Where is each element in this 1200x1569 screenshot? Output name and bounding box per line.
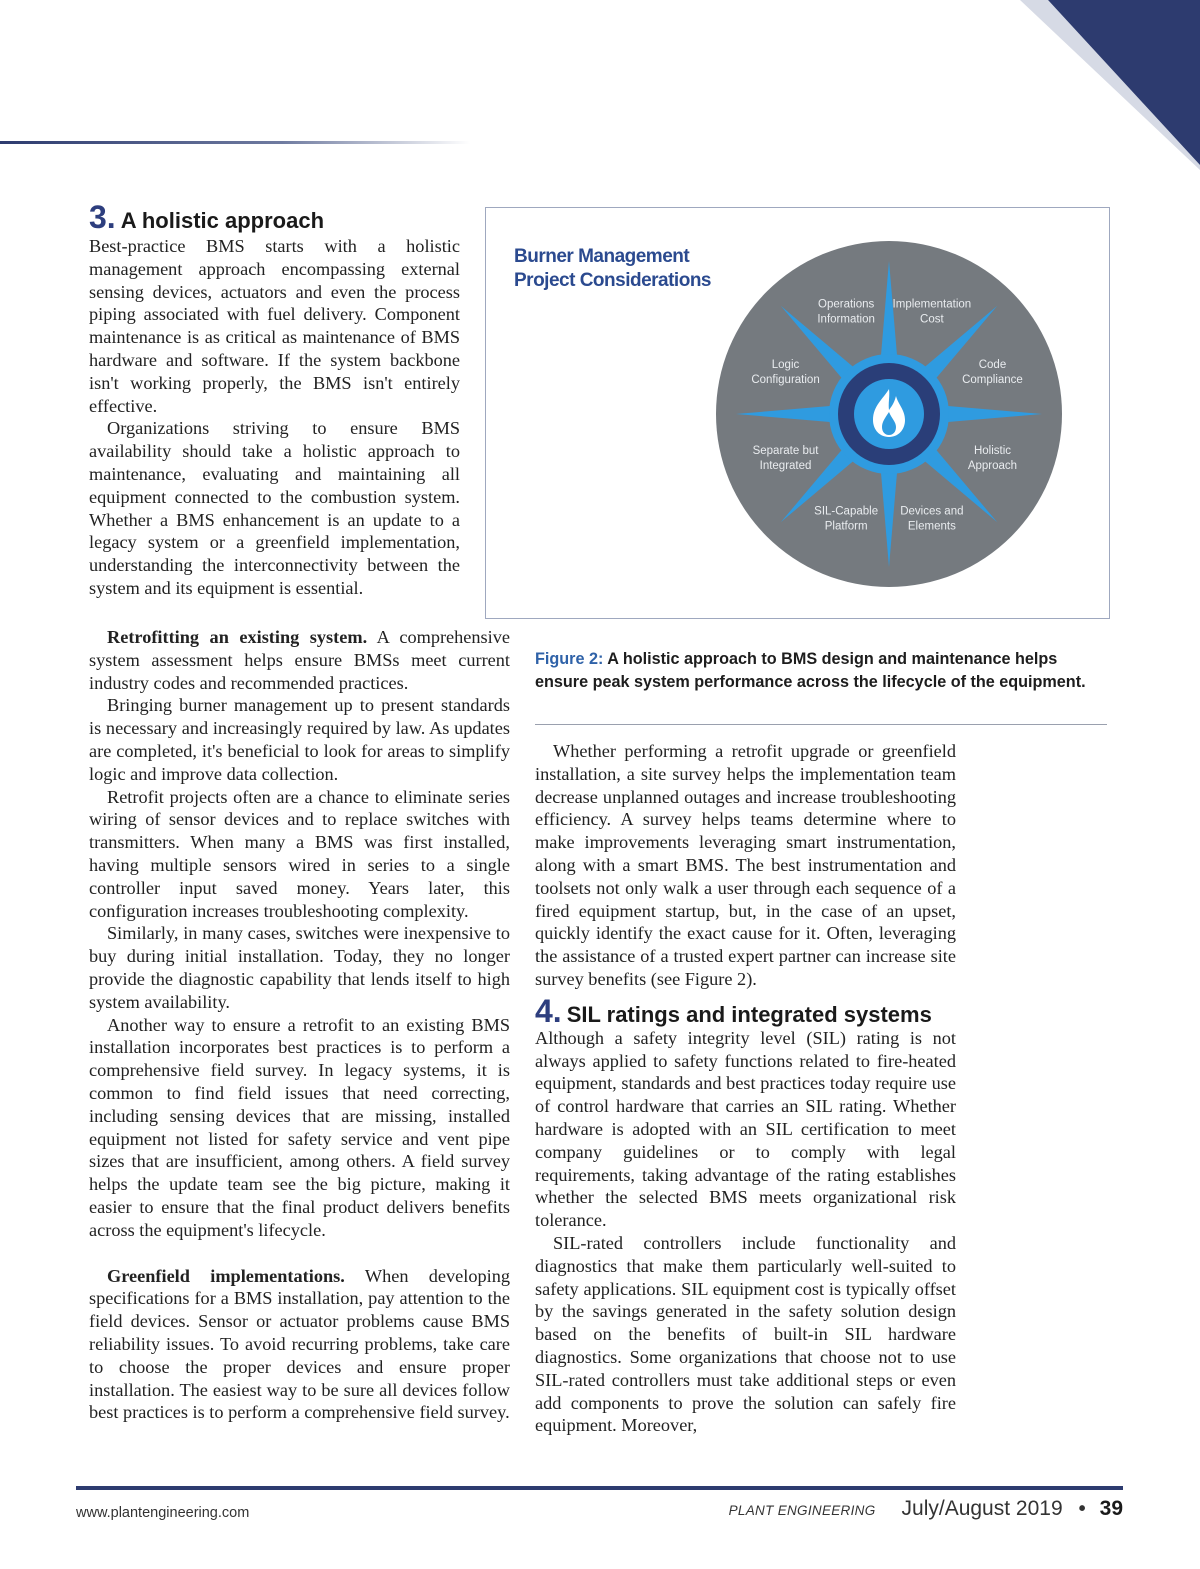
header-rule xyxy=(0,141,470,144)
spoke-label: Platform xyxy=(824,520,868,533)
footer-url[interactable]: www.plantengineering.com xyxy=(76,1505,250,1521)
spoke-label: Operations xyxy=(818,298,875,311)
figure-title-line1: Burner Management xyxy=(514,246,690,267)
footer-rule xyxy=(76,1486,1123,1490)
bullet: • xyxy=(1078,1498,1086,1520)
section-title: A holistic approach xyxy=(120,208,325,233)
paragraph: SIL-rated controllers include functionality and diagnostics that make them particularly well-suited to safety applications. SIL equipment cost is typically offset by the savings generated in the safety solution design based on the benefits of built-in SIL hardware diagnostics. Some organizations that choose not to use SIL-rated controllers must take additional steps or even add components to prove the solution can safely fire equipment. Moreover, xyxy=(535,1232,956,1436)
section-number: 3. xyxy=(89,199,116,235)
figure-2 xyxy=(485,207,1110,619)
caption-label: Figure 2: xyxy=(535,650,604,668)
paragraph xyxy=(89,626,510,694)
paragraph: Although a safety integrity level (SIL) rating is not always applied to safety functions related to fire-heated equipment, standards and best practices today require use of control hardware that carries an SIL rating. Whether hardware is adopted with an SIL certification to meet company guidelines or to comply with legal requirements, taking advantage of the rating establishes whether the selected BMS meets organizational risk tolerance. xyxy=(535,1027,956,1231)
section-4-heading xyxy=(535,992,956,1029)
paragraph: Retrofit projects often are a chance to eliminate series wiring of sensor devices and to replace switches with transmitters. When many a BMS was first installed, having multiple sensors wired in series to a single controller input saved money. Years later, this configuration increases troubleshooting complexity. xyxy=(89,786,510,921)
magazine-name: PLANT ENGINEERING xyxy=(728,1503,876,1518)
spoke-label: Elements xyxy=(907,520,956,533)
spoke-label: Compliance xyxy=(962,374,1023,387)
paragraph: Best-practice BMS starts with a holistic management approach encompassing external sensing devices, actuators and even the process piping associated with fuel delivery. Component maintenance is as critical as maintenance of BMS hardware and software. If the system backbone isn't working properly, the BMS isn't entirely effective. xyxy=(89,236,460,416)
spoke-label: Integrated xyxy=(759,459,812,472)
spoke-label: Cost xyxy=(920,313,944,326)
spoke-label: Information xyxy=(817,313,875,326)
right-column xyxy=(535,740,956,1437)
caption-text: A holistic approach to BMS design and maintenance helps ensure peak system performance across the lifecycle of the equipment. xyxy=(535,650,1086,691)
spoke-label: Logic xyxy=(771,359,800,372)
figure-diagram xyxy=(486,208,1108,617)
footer-right xyxy=(729,1497,1123,1521)
figure-title-line2: Project Considerations xyxy=(514,270,711,291)
paragraph-text: A comprehensive system assessment helps ensure BMSs meet current industry codes and recommended practices. xyxy=(89,627,511,693)
spoke-label: Devices and xyxy=(900,505,964,518)
left-column xyxy=(89,626,510,1424)
spoke-label: Configuration xyxy=(751,374,820,387)
spoke-label: Code xyxy=(978,359,1007,372)
issue-date: July/August 2019 xyxy=(901,1497,1063,1520)
caption-rule xyxy=(535,724,1107,725)
paragraph: Organizations striving to ensure BMS availability should take a holistic approach to maintenance, evaluating and maintaining all equipment connected to the combustion system. Whether a BMS enhancement is an update to a legacy system or a greenfield implementation, understanding the interconnectivity between the system and its equipment is essential. xyxy=(89,418,460,598)
spoke-label: Approach xyxy=(967,459,1018,472)
paragraph: Whether performing a retrofit upgrade or greenfield installation, a site survey helps the implementation team decrease unplanned outages and increase troubleshooting efficiency. A survey helps teams determine where to make improvements leveraging smart instrumentation, along with a smart BMS. The best instrumentation and toolsets not only walk a user through each sequence of a fired equipment startup, but, in the case of an upset, quickly identify the exact cause for it. Often, leveraging the assistance of a trusted expert partner can increase site survey benefits (see Figure 2). xyxy=(535,741,956,989)
spoke-label: Separate but xyxy=(752,444,819,457)
section-number: 4. xyxy=(535,992,562,1029)
spoke-label: Implementation xyxy=(892,298,972,311)
subhead-retrofitting: Retrofitting an existing system. xyxy=(107,627,368,647)
spoke-label: Holistic xyxy=(973,444,1012,457)
corner-decoration xyxy=(1020,0,1200,170)
paragraph: Another way to ensure a retrofit to an existing BMS installation incorporates best practices is to perform a comprehensive field survey. In legacy systems, it is common to find field issues that need correcting, including sensing devices that are missing, installed equipment not listed for safety service and vent pipe sizes that are insufficient, among others. A field survey helps the update team see the big picture, making it easier to ensure that the final product delivers benefits across the equipment's lifecycle. xyxy=(89,1014,510,1240)
page-number: 39 xyxy=(1099,1497,1123,1520)
paragraph xyxy=(89,1265,510,1425)
section-3 xyxy=(89,199,460,600)
paragraph: Bringing burner management up to present standards is necessary and increasingly required by law. As updates are completed, it's beneficial to look for areas to simplify logic and improve data collection. xyxy=(89,695,510,784)
figure-caption xyxy=(535,648,1095,694)
subhead-greenfield: Greenfield implementations. xyxy=(107,1265,345,1286)
paragraph: Similarly, in many cases, switches were inexpensive to buy during initial installation. Today, they no longer provide the diagnostic capability that lends itself to high system availability. xyxy=(89,923,510,1012)
section-title: SIL ratings and integrated systems xyxy=(566,1001,932,1027)
section-3-heading xyxy=(89,199,460,235)
spoke-label: SIL-Capable xyxy=(814,505,879,518)
footer xyxy=(76,1497,1123,1527)
paragraph-text: When developing specifications for a BMS installation, pay attention to the field devices. Sensor or actuator problems cause BMS reliability issues. To avoid recurring problems, take care to choose the proper devices and ensure proper installation. The easiest way to be sure all devices follow best practices is to perform a comprehensive field survey. xyxy=(89,1265,511,1423)
